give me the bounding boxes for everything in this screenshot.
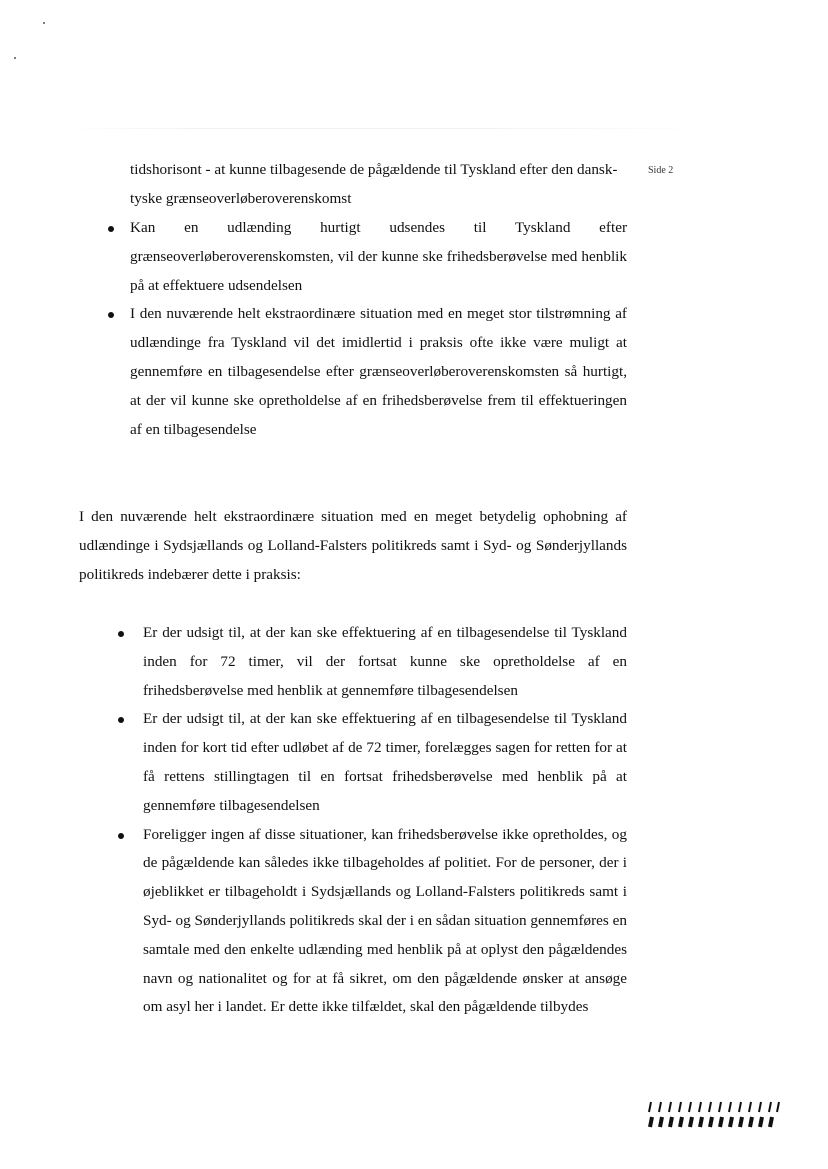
list-item: Er der udsigt til, at der kan ske effektuering af en tilbagesendelse til Tyskland inden for kort tid efter udløbet af de 72 timer, forelægges sagen for retten for at få rettens stillingtagen til en fortsat frihedsberøvelse med henblik på at gennemføre tilbagesendelsen [143,705,627,820]
list-item: Kan en udlænding hurtigt udsendes til Tyskland efter grænseoverløberoverenskomsten, vil der kunne ske frihedsberøvelse med henblik på at effektuere udsendelsen [130,214,627,300]
continued-text [130,156,627,214]
list-item: I den nuværende helt ekstraordinære situation med en meget stor tilstrømning af udlændinge fra Tyskland vil det imidlertid i praksis ofte ikke være muligt at gennemføre en tilbagesendelse efter grænseoverløberoverenskomsten så hurtigt, at der vil kunne ske opretholdelse af en frihedsberøvelse frem til effektueringen af en tilbagesendelse [130,300,627,444]
first-bullet-list [130,214,627,444]
paragraph-text: I den nuværende helt ekstraordinære situation med en meget betydelig ophobning af udlændinge i Sydsjællands og Lolland-Falsters politikreds samt i Syd- og Sønderjyllands politikreds indebærer dette i praksis: [79,508,627,583]
page-number: Side 2 [648,165,674,176]
barcode-mark [648,1100,780,1130]
continued-bullet-text: tidshorisont - at kunne tilbagesende de pågældende til Tyskland efter den dansk-tyske grænseoverløberoverenskomst [130,161,618,207]
scan-speck [43,22,45,24]
body-paragraph [79,503,627,589]
scan-speck [14,57,16,59]
list-item: Er der udsigt til, at der kan ske effektuering af en tilbagesendelse til Tyskland inden for 72 timer, vil der fortsat kunne ske opretholdelse af en frihedsberøvelse med henblik at gennemføre tilbagesendelsen [143,619,627,705]
list-item: Foreligger ingen af disse situationer, kan frihedsberøvelse ikke opretholdes, og de pågældende kan således ikke tilbageholdes af politiet. For de personer, der i øjeblikket er tilbageholdt i Sydsjællands og Lolland-Falsters politikreds samt i Syd- og Sønderjyllands politikreds skal der i en sådan situation gennemføres en samtale med den enkelte udlænding med henblik på at oplyst den pågældendes navn og nationalitet og for at få sikret, om den pågældende ønsker at ansøge om asyl her i landet. Er dette ikke tilfældet, skal den pågældende tilbydes [143,821,627,1023]
second-bullet-list [143,619,627,1022]
scan-artifact-line [62,128,712,129]
